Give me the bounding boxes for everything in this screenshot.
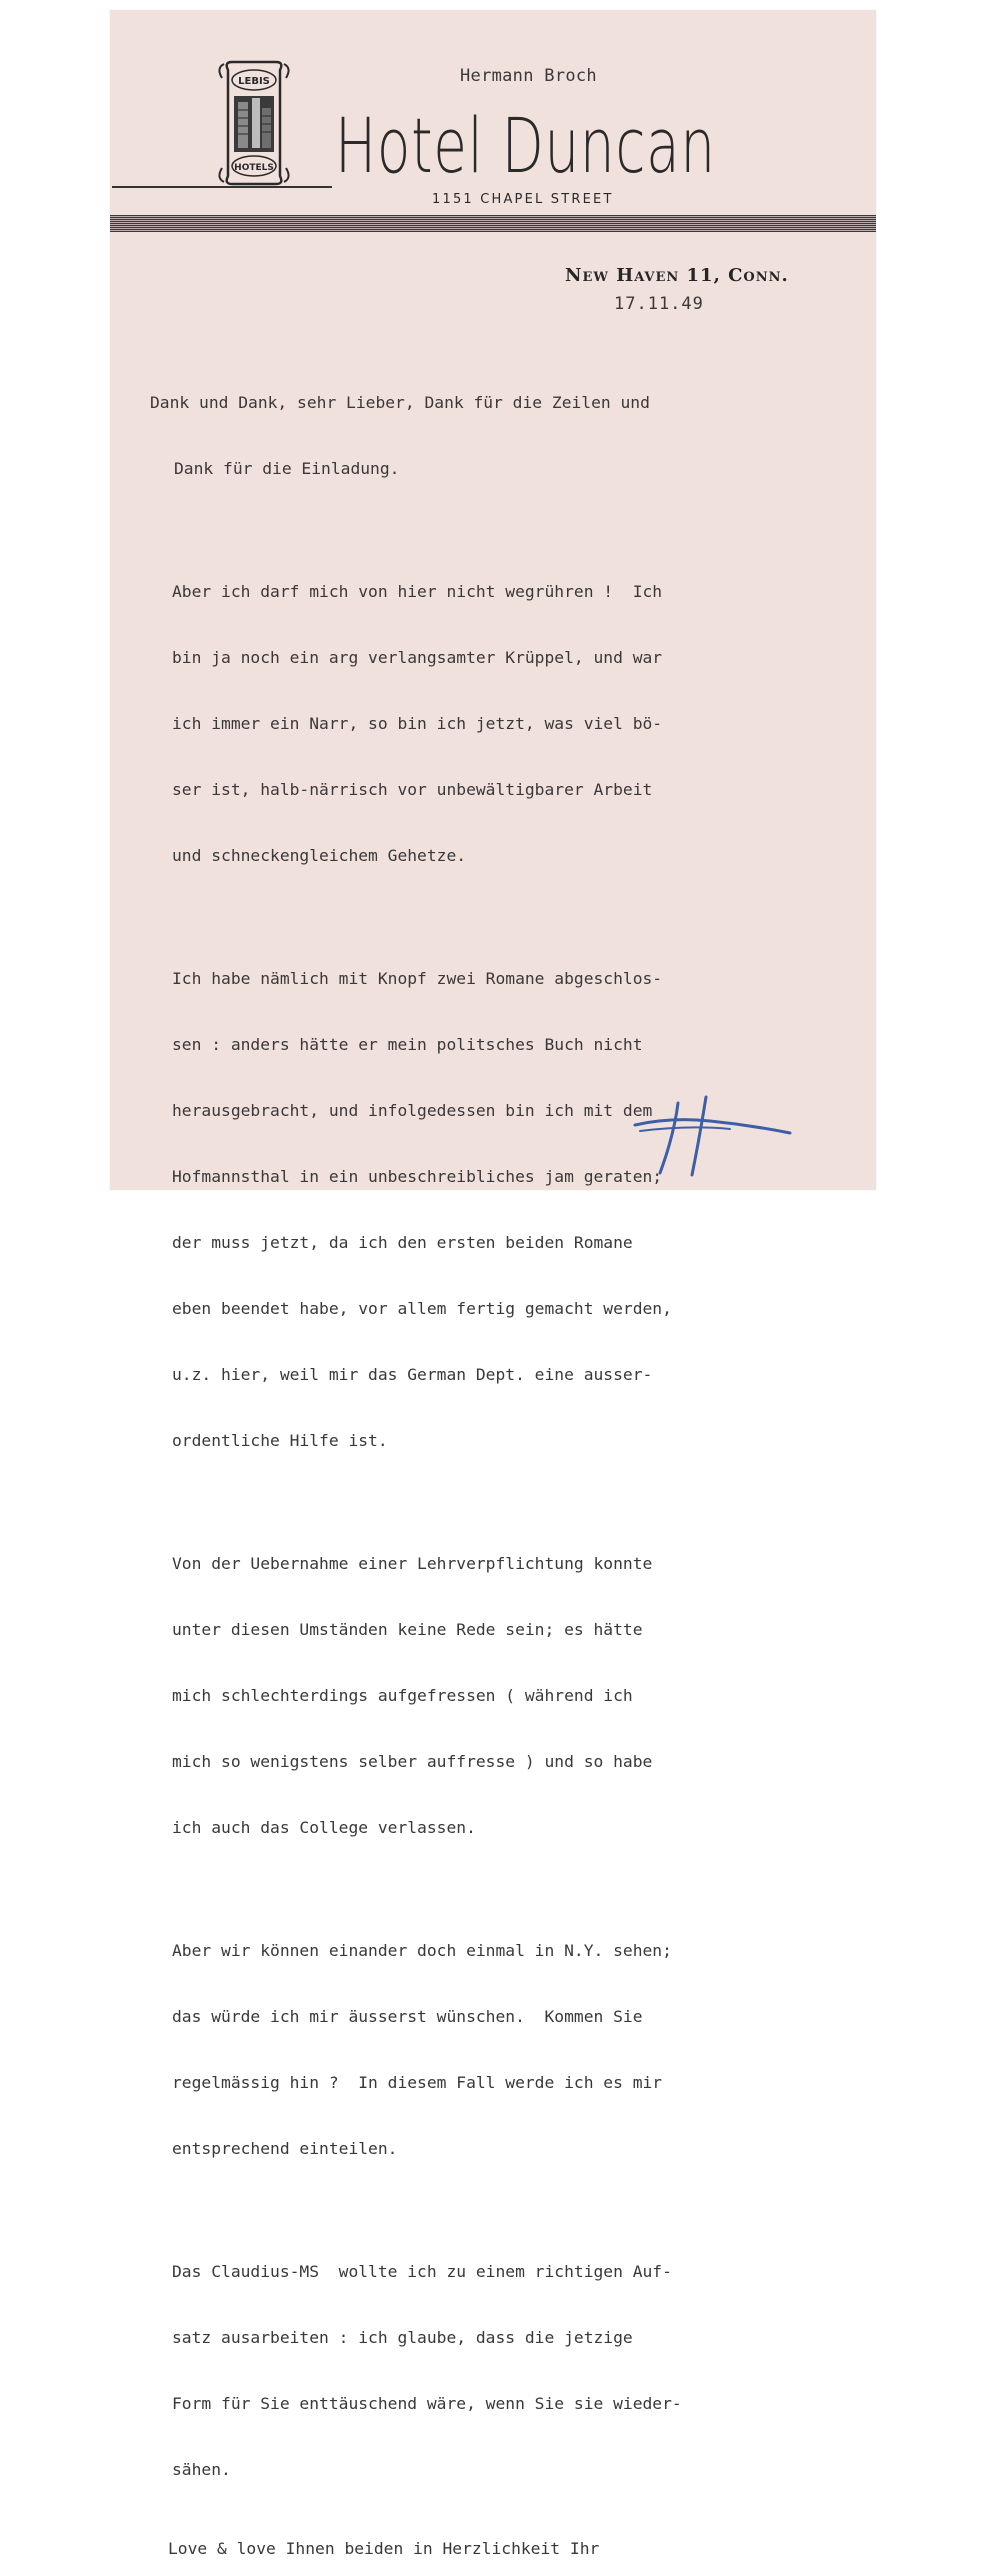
- text-line: unter diesen Umständen keine Rede sein; es hätte: [172, 1620, 643, 1639]
- paragraph: [172, 1896, 682, 2204]
- paragraph: [150, 348, 682, 524]
- text-line: Von der Uebernahme einer Lehrverpflichtung konnte: [172, 1554, 653, 1573]
- hotel-address: 1151 CHAPEL STREET: [432, 192, 614, 207]
- handwritten-signature: [630, 1095, 800, 1180]
- hotel-name: Hotel Duncan: [335, 101, 716, 190]
- text-line: ich auch das College verlassen.: [172, 1818, 476, 1837]
- text-line: Dank für die Einladung.: [174, 459, 400, 478]
- text-line: Das Claudius-MS wollte ich zu einem richtigen Auf-: [172, 2262, 672, 2281]
- text-line: Hofmannsthal in ein unbeschreibliches jam geraten;: [172, 1167, 663, 1186]
- text-line: Form für Sie enttäuschend wäre, wenn Sie sie wieder-: [172, 2394, 682, 2413]
- text-line: u.z. hier, weil mir das German Dept. eine ausser-: [172, 1365, 653, 1384]
- text-line: der muss jetzt, da ich den ersten beiden Romane: [172, 1233, 633, 1252]
- paragraph: [172, 924, 682, 1496]
- text-line: sähen.: [172, 2460, 231, 2479]
- text-line: Aber wir können einander doch einmal in N.Y. sehen;: [172, 1941, 672, 1960]
- text-line: ich immer ein Narr, so bin ich jetzt, was viel bö-: [172, 714, 663, 733]
- text-line: das würde ich mir äusserst wünschen. Kommen Sie: [172, 2007, 643, 2026]
- letter-body: [150, 348, 682, 2560]
- city-line: New Haven 11, Conn.: [565, 265, 789, 286]
- closing-line: Love & love Ihnen beiden in Herzlichkeit Ihr: [168, 2539, 600, 2558]
- text-line: entsprechend einteilen.: [172, 2139, 398, 2158]
- paragraph: [172, 537, 682, 911]
- text-line: mich schlechterdings aufgefressen ( während ich: [172, 1686, 633, 1705]
- paragraph: [172, 2217, 682, 2525]
- letterhead-rule: [112, 186, 332, 188]
- logo-badge-top: LEBIS: [238, 76, 270, 87]
- text-line: Ich habe nämlich mit Knopf zwei Romane abgeschlos-: [172, 969, 663, 988]
- text-line: herausgebracht, und infolgedessen bin ich mit dem: [172, 1101, 653, 1120]
- text-line: eben beendet habe, vor allem fertig gemacht werden,: [172, 1299, 672, 1318]
- lebis-hotels-logo: [214, 58, 294, 188]
- letter-date: 17.11.49: [614, 294, 704, 314]
- text-line: ser ist, halb-närrisch vor unbewältigbarer Arbeit: [172, 780, 653, 799]
- text-line: ordentliche Hilfe ist.: [172, 1431, 388, 1450]
- text-line: satz ausarbeiten : ich glaube, dass die jetzige: [172, 2328, 633, 2347]
- text-line: Dank und Dank, sehr Lieber, Dank für die Zeilen und: [150, 393, 650, 412]
- text-line: bin ja noch ein arg verlangsamter Krüppel, und war: [172, 648, 663, 667]
- text-line: sen : anders hätte er mein politsches Buch nicht: [172, 1035, 643, 1054]
- text-line: regelmässig hin ? In diesem Fall werde ich es mir: [172, 2073, 663, 2092]
- text-line: und schneckengleichem Gehetze.: [172, 846, 467, 865]
- sender-name: Hermann Broch: [460, 66, 597, 86]
- logo-badge-bottom: HOTELS: [234, 163, 274, 173]
- letterhead-band: [110, 215, 876, 232]
- text-line: Aber ich darf mich von hier nicht wegrühren ! Ich: [172, 582, 663, 601]
- text-line: mich so wenigstens selber auffresse ) und so habe: [172, 1752, 653, 1771]
- paragraph: [172, 1509, 682, 1883]
